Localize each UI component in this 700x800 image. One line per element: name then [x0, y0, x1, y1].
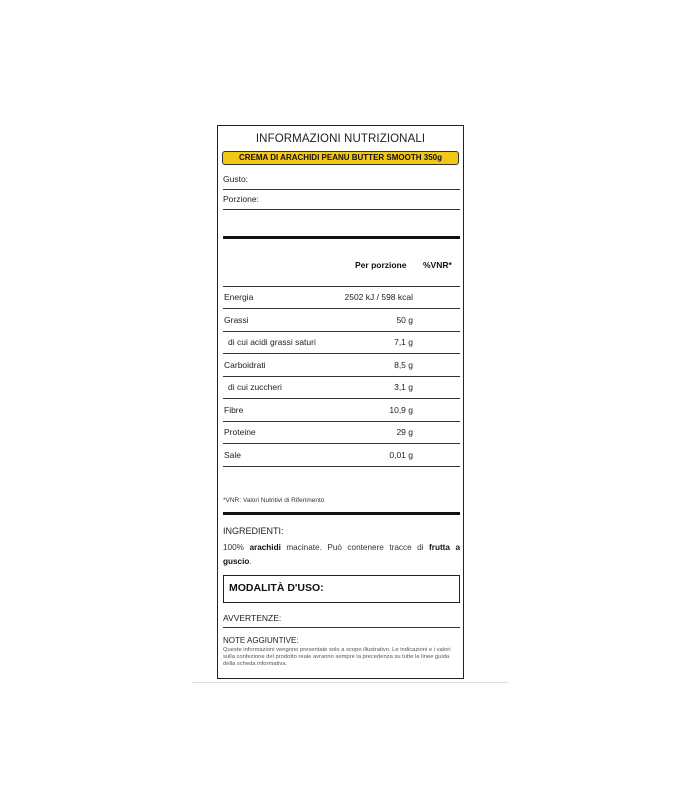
nutrient-name: Sale — [224, 449, 242, 460]
nutrient-row — [223, 400, 460, 422]
divider — [223, 627, 460, 628]
nutrient-name: di cui acidi grassi saturi — [228, 337, 316, 347]
nutrient-value: 7,1 g — [394, 337, 413, 347]
nutrient-value: 2502 kJ / 598 kcal — [344, 292, 413, 302]
notes-title: NOTE AGGIUNTIVE: — [223, 636, 299, 645]
nutrient-row — [223, 377, 460, 399]
nutrient-value: 8,5 g — [394, 359, 413, 370]
warnings-title: AVVERTENZE: — [223, 613, 282, 623]
nutrient-name: Carboidrati — [224, 359, 266, 370]
label-title: INFORMAZIONI NUTRIZIONALI — [255, 133, 426, 145]
divider — [223, 466, 460, 467]
nutrient-name: Energia — [224, 292, 254, 302]
nutrient-row — [223, 445, 460, 467]
nutrition-label — [217, 125, 464, 679]
column-header-portion: Per porzione — [355, 260, 407, 270]
thick-divider — [223, 512, 460, 515]
usage-box — [223, 575, 460, 603]
nutrient-value: 50 g — [396, 314, 413, 325]
divider — [223, 209, 460, 210]
nutrient-value: 10,9 g — [389, 404, 413, 415]
nutrient-row — [223, 355, 460, 377]
vnr-footnote: *VNR: Valori Nutritivi di Riferimento — [223, 497, 325, 504]
nutrient-name: Fibre — [224, 404, 244, 415]
portion-field: Porzione: — [223, 194, 259, 204]
nutrient-value: 0,01 g — [389, 449, 413, 460]
nutrient-value: 3,1 g — [394, 382, 413, 392]
column-header-vnr: %VNR* — [423, 260, 452, 270]
nutrient-row — [223, 310, 460, 332]
nutrient-value: 29 g — [396, 427, 413, 437]
ingredients-title: INGREDIENTI: — [223, 526, 284, 536]
nutrient-name: Proteine — [224, 427, 256, 437]
nutrient-name: Grassi — [224, 314, 249, 325]
nutrient-row — [223, 332, 460, 354]
product-name-banner: CREMA DI ARACHIDI PEANU BUTTER SMOOTH 350g — [222, 151, 459, 165]
usage-title: MODALITÀ D'USO: — [229, 582, 324, 594]
thick-divider — [223, 236, 460, 239]
divider — [223, 189, 460, 190]
nutrient-row — [223, 422, 460, 444]
flavor-field: Gusto: — [223, 174, 249, 184]
notes-text: Queste informazioni vengono presentate solo a scopo illustrativo. Le indicazioni e i valori sulla confezione del prodotto reale avranno sempre la precedenza su tutte le linee guida della scheda informativa. — [223, 647, 451, 668]
ingredients-text: 100% arachidi macinate. Può contenere tracce di frutta a guscio. — [223, 543, 461, 566]
nutrient-name: di cui zuccheri — [228, 382, 282, 392]
nutrient-row — [223, 287, 460, 309]
page-divider — [192, 682, 508, 683]
